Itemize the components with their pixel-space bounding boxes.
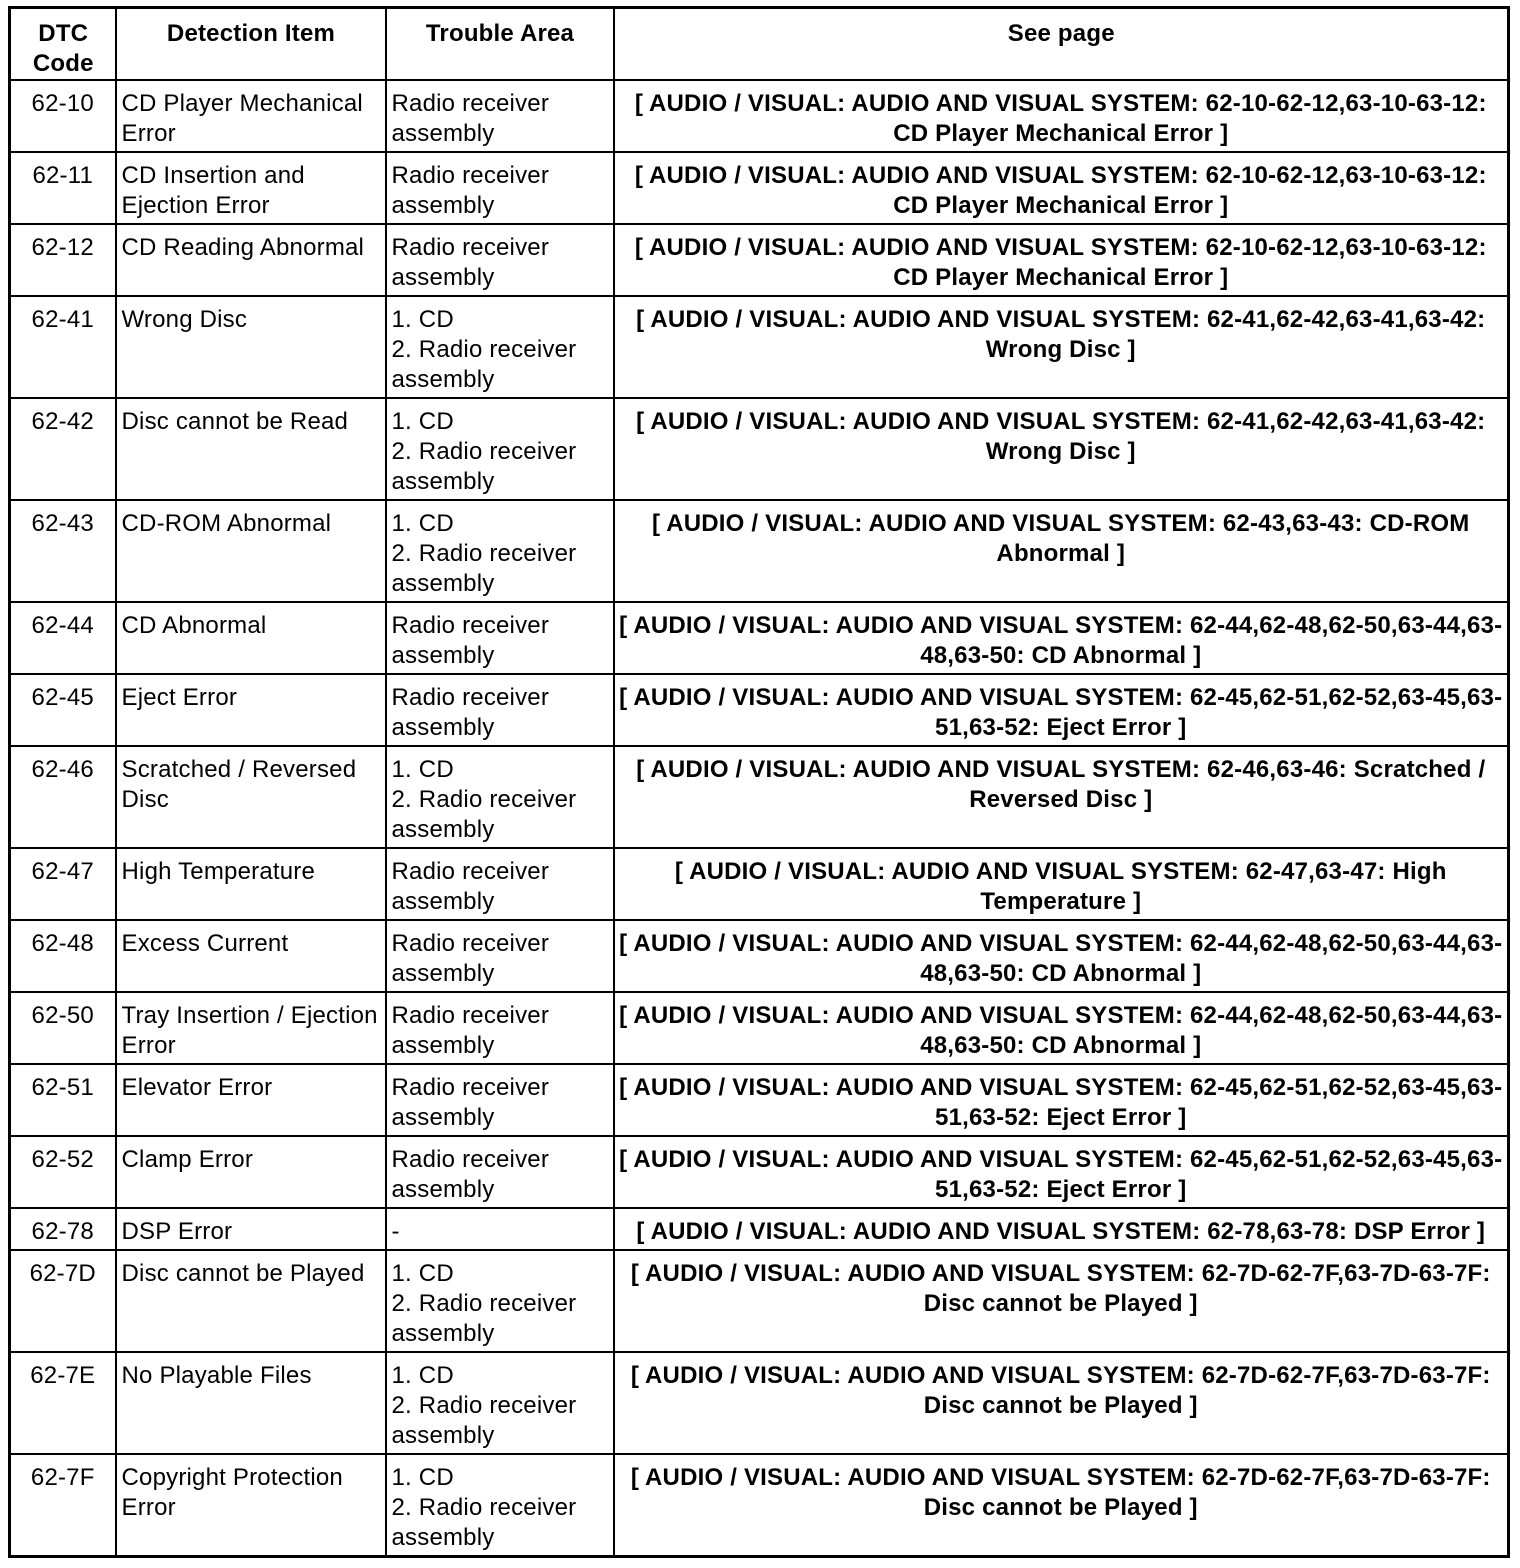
detection-item-cell: Elevator Error [116,1064,386,1136]
trouble-area-line: Radio receiver assembly [391,90,550,147]
trouble-area-line: Radio receiver assembly [391,162,550,219]
table-row [10,746,1509,848]
trouble-area-line: 1. CD [391,1362,454,1389]
header-dtc-code-line-1: DTC [38,20,89,47]
trouble-area-line: 2. Radio receiver assembly [391,336,577,393]
dtc-code-cell: 62-10 [10,80,116,152]
table-row [10,674,1509,746]
dtc-code-cell: 62-7F [10,1454,116,1556]
table-row [10,500,1509,602]
table-row [10,1352,1509,1454]
see-page-link[interactable]: [ AUDIO / VISUAL: AUDIO AND VISUAL SYSTEM: 62-44,62-48,62-50,63-44,63-48,63-50: CD Abnormal ] [614,992,1509,1064]
trouble-area-line: 1. CD [391,306,454,333]
detection-item-cell: Disc cannot be Played [116,1250,386,1352]
see-page-link[interactable]: [ AUDIO / VISUAL: AUDIO AND VISUAL SYSTEM: 62-10-62-12,63-10-63-12: CD Player Mechanical Error ] [614,152,1509,224]
trouble-area-cell [386,602,614,674]
table-row [10,848,1509,920]
trouble-area-line: Radio receiver assembly [391,612,550,669]
detection-item-cell: CD Reading Abnormal [116,224,386,296]
detection-item-cell: No Playable Files [116,1352,386,1454]
table-row [10,1208,1509,1250]
dtc-table [8,6,1510,1558]
dtc-code-cell: 62-11 [10,152,116,224]
trouble-area-line: 2. Radio receiver assembly [391,540,577,597]
trouble-area-line: 2. Radio receiver assembly [391,786,577,843]
trouble-area-line: 1. CD [391,1464,454,1491]
detection-item-cell: High Temperature [116,848,386,920]
trouble-area-line: Radio receiver assembly [391,1074,550,1131]
dtc-code-cell: 62-46 [10,746,116,848]
trouble-area-cell [386,992,614,1064]
see-page-link[interactable]: [ AUDIO / VISUAL: AUDIO AND VISUAL SYSTEM: 62-7D-62-7F,63-7D-63-7F: Disc cannot be Played ] [614,1454,1509,1556]
trouble-area-line: 2. Radio receiver assembly [391,1494,577,1551]
trouble-area-cell [386,80,614,152]
dtc-code-cell: 62-47 [10,848,116,920]
see-page-link[interactable]: [ AUDIO / VISUAL: AUDIO AND VISUAL SYSTEM: 62-45,62-51,62-52,63-45,63-51,63-52: Eject Error ] [614,1064,1509,1136]
dtc-code-cell: 62-52 [10,1136,116,1208]
table-row [10,398,1509,500]
table-body [10,80,1509,1556]
table-row [10,1136,1509,1208]
dtc-code-cell: 62-78 [10,1208,116,1250]
dtc-code-cell: 62-51 [10,1064,116,1136]
trouble-area-cell [386,152,614,224]
trouble-area-line: Radio receiver assembly [391,858,550,915]
trouble-area-cell [386,224,614,296]
trouble-area-line: 2. Radio receiver assembly [391,1392,577,1449]
trouble-area-cell [386,1064,614,1136]
see-page-link[interactable]: [ AUDIO / VISUAL: AUDIO AND VISUAL SYSTEM: 62-44,62-48,62-50,63-44,63-48,63-50: CD Abnormal ] [614,602,1509,674]
see-page-link[interactable]: [ AUDIO / VISUAL: AUDIO AND VISUAL SYSTEM: 62-41,62-42,63-41,63-42: Wrong Disc ] [614,398,1509,500]
see-page-link[interactable]: [ AUDIO / VISUAL: AUDIO AND VISUAL SYSTEM: 62-78,63-78: DSP Error ] [614,1208,1509,1250]
see-page-link[interactable]: [ AUDIO / VISUAL: AUDIO AND VISUAL SYSTEM: 62-10-62-12,63-10-63-12: CD Player Mechanical Error ] [614,224,1509,296]
trouble-area-line: 1. CD [391,756,454,783]
detection-item-cell: Eject Error [116,674,386,746]
trouble-area-line: - [391,1218,400,1245]
detection-item-cell: CD-ROM Abnormal [116,500,386,602]
header-see-page: See page [614,8,1509,81]
see-page-link[interactable]: [ AUDIO / VISUAL: AUDIO AND VISUAL SYSTEM: 62-41,62-42,63-41,63-42: Wrong Disc ] [614,296,1509,398]
detection-item-cell: CD Abnormal [116,602,386,674]
trouble-area-line: 1. CD [391,510,454,537]
dtc-code-cell: 62-44 [10,602,116,674]
header-trouble-area: Trouble Area [386,8,614,81]
trouble-area-line: 2. Radio receiver assembly [391,1290,577,1347]
trouble-area-line: 2. Radio receiver assembly [391,438,577,495]
dtc-code-cell: 62-48 [10,920,116,992]
table-row [10,602,1509,674]
trouble-area-cell [386,848,614,920]
table-header-row [10,8,1509,81]
trouble-area-cell [386,1136,614,1208]
trouble-area-cell [386,674,614,746]
header-dtc-code-line-2: Code [32,50,94,77]
trouble-area-line: Radio receiver assembly [391,234,550,291]
detection-item-cell: Clamp Error [116,1136,386,1208]
trouble-area-line: 1. CD [391,408,454,435]
header-detection-item: Detection Item [116,8,386,81]
trouble-area-cell [386,1352,614,1454]
trouble-area-cell [386,500,614,602]
see-page-link[interactable]: [ AUDIO / VISUAL: AUDIO AND VISUAL SYSTEM: 62-45,62-51,62-52,63-45,63-51,63-52: Eject Error ] [614,1136,1509,1208]
trouble-area-cell [386,920,614,992]
table-row [10,296,1509,398]
dtc-code-cell: 62-41 [10,296,116,398]
dtc-code-cell: 62-42 [10,398,116,500]
detection-item-cell: Tray Insertion / Ejection Error [116,992,386,1064]
see-page-link[interactable]: [ AUDIO / VISUAL: AUDIO AND VISUAL SYSTEM: 62-7D-62-7F,63-7D-63-7F: Disc cannot be Played ] [614,1250,1509,1352]
see-page-link[interactable]: [ AUDIO / VISUAL: AUDIO AND VISUAL SYSTEM: 62-47,63-47: High Temperature ] [614,848,1509,920]
table-row [10,152,1509,224]
trouble-area-line: Radio receiver assembly [391,1146,550,1203]
see-page-link[interactable]: [ AUDIO / VISUAL: AUDIO AND VISUAL SYSTEM: 62-46,63-46: Scratched / Reversed Disc ] [614,746,1509,848]
detection-item-cell: Copyright Protection Error [116,1454,386,1556]
detection-item-cell: Wrong Disc [116,296,386,398]
table-row [10,1064,1509,1136]
dtc-code-cell: 62-7E [10,1352,116,1454]
detection-item-cell: Scratched / Reversed Disc [116,746,386,848]
trouble-area-cell [386,1250,614,1352]
trouble-area-line: Radio receiver assembly [391,930,550,987]
detection-item-cell: DSP Error [116,1208,386,1250]
see-page-link[interactable]: [ AUDIO / VISUAL: AUDIO AND VISUAL SYSTEM: 62-43,63-43: CD-ROM Abnormal ] [614,500,1509,602]
trouble-area-cell [386,1454,614,1556]
trouble-area-cell [386,746,614,848]
detection-item-cell: CD Insertion and Ejection Error [116,152,386,224]
dtc-code-cell: 62-43 [10,500,116,602]
trouble-area-line: Radio receiver assembly [391,684,550,741]
table-row [10,224,1509,296]
table-row [10,1250,1509,1352]
trouble-area-cell [386,398,614,500]
dtc-code-cell: 62-12 [10,224,116,296]
trouble-area-cell [386,1208,614,1250]
see-page-link[interactable]: [ AUDIO / VISUAL: AUDIO AND VISUAL SYSTEM: 62-10-62-12,63-10-63-12: CD Player Mechanical Error ] [614,80,1509,152]
dtc-code-cell: 62-50 [10,992,116,1064]
trouble-area-line: 1. CD [391,1260,454,1287]
table-row [10,920,1509,992]
see-page-link[interactable]: [ AUDIO / VISUAL: AUDIO AND VISUAL SYSTEM: 62-45,62-51,62-52,63-45,63-51,63-52: Eject Error ] [614,674,1509,746]
table-row [10,80,1509,152]
trouble-area-cell [386,296,614,398]
dtc-code-cell: 62-45 [10,674,116,746]
detection-item-cell: Excess Current [116,920,386,992]
table-row [10,1454,1509,1556]
see-page-link[interactable]: [ AUDIO / VISUAL: AUDIO AND VISUAL SYSTEM: 62-7D-62-7F,63-7D-63-7F: Disc cannot be Played ] [614,1352,1509,1454]
see-page-link[interactable]: [ AUDIO / VISUAL: AUDIO AND VISUAL SYSTEM: 62-44,62-48,62-50,63-44,63-48,63-50: CD Abnormal ] [614,920,1509,992]
detection-item-cell: CD Player Mechanical Error [116,80,386,152]
dtc-code-cell: 62-7D [10,1250,116,1352]
trouble-area-line: Radio receiver assembly [391,1002,550,1059]
header-dtc-code [10,8,116,81]
detection-item-cell: Disc cannot be Read [116,398,386,500]
table-row [10,992,1509,1064]
